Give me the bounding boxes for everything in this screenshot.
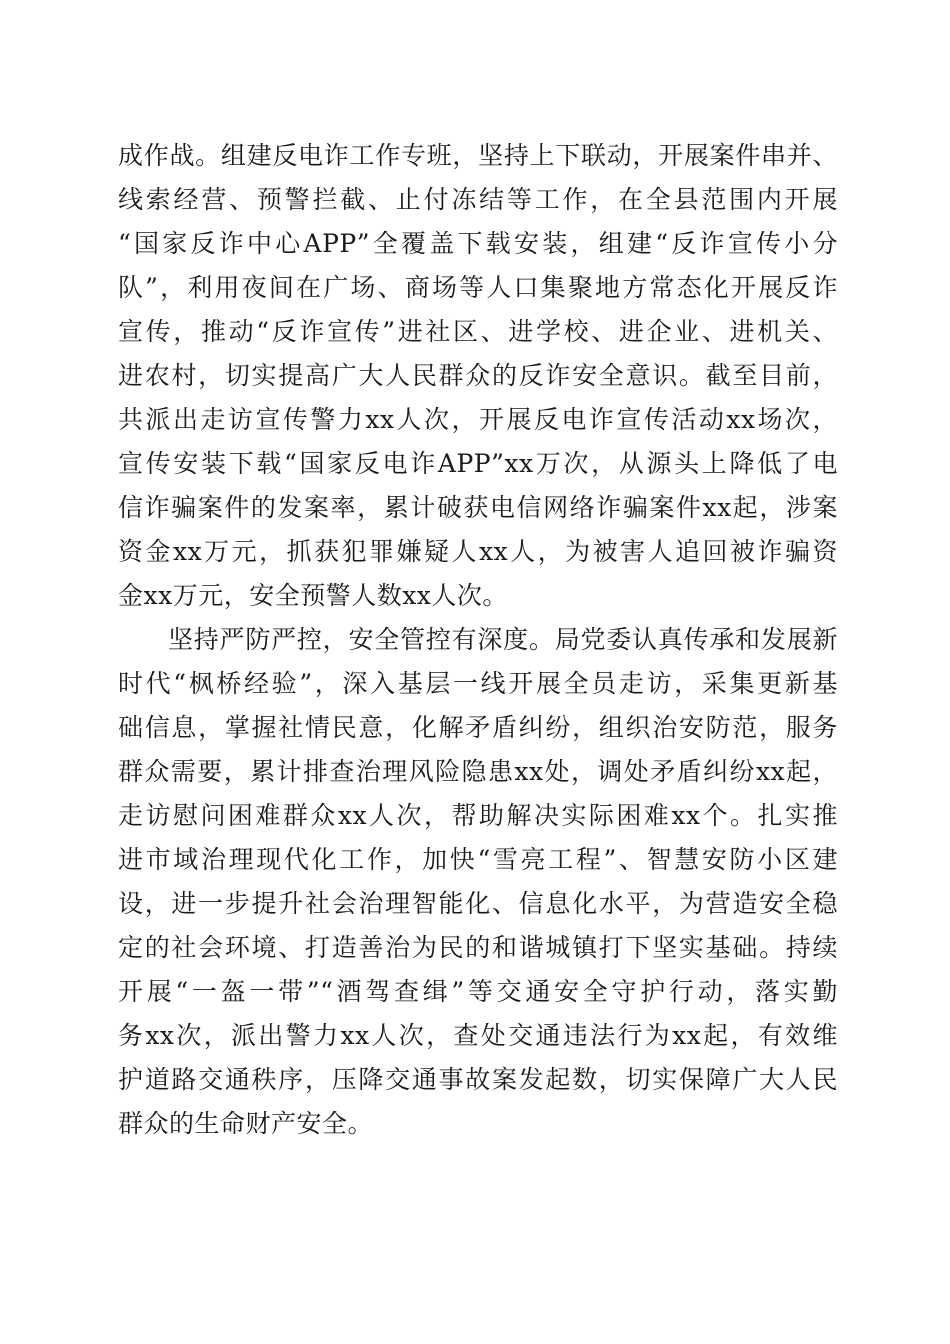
text-line: 坚持严防严控，安全管控有深度。局党委认真传承和发展新 (168, 625, 838, 654)
text-line: 成作战。组建反电诈工作专班，坚持上下联动，开展案件串并、 (118, 141, 838, 170)
text-line: 共派出走访宣传警力xx人次，开展反电诈宣传活动xx场次， (118, 405, 838, 434)
text-line: 开展“一盔一带”“酒驾查缉”等交通安全守护行动，落实勤 (118, 977, 838, 1006)
text-line: 金xx万元，安全预警人数xx人次。 (118, 581, 508, 610)
text-line: 时代“枫桥经验”，深入基层一线开展全员走访，采集更新基 (118, 669, 838, 698)
text-line: 群众需要，累计排查治理风险隐患xx处，调处矛盾纠纷xx起， (118, 757, 838, 786)
document-body (118, 134, 838, 1146)
text-line: 信诈骗案件的发案率，累计破获电信网络诈骗案件xx起，涉案 (118, 493, 838, 522)
paragraph-2 (118, 618, 838, 1146)
text-line: 进农村，切实提高广大人民群众的反诈安全意识。截至目前， (118, 361, 838, 390)
text-line: 进市域治理现代化工作，加快“雪亮工程”、智慧安防小区建 (118, 845, 838, 874)
text-line: 护道路交通秩序，压降交通事故案发起数，切实保障广大人民 (118, 1065, 838, 1094)
paragraph-1 (118, 134, 838, 618)
text-line: 资金xx万元，抓获犯罪嫌疑人xx人，为被害人追回被诈骗资 (118, 537, 838, 566)
text-line: 宣传安装下载“国家反电诈APP”xx万次，从源头上降低了电 (118, 449, 838, 478)
text-line: 定的社会环境、打造善治为民的和谐城镇打下坚实基础。持续 (118, 933, 838, 962)
text-line: 走访慰问困难群众xx人次，帮助解决实际困难xx个。扎实推 (118, 801, 838, 830)
text-line: 础信息，掌握社情民意，化解矛盾纠纷，组织治安防范，服务 (118, 713, 838, 742)
text-line: 宣传，推动“反诈宣传”进社区、进学校、进企业、进机关、 (118, 317, 838, 346)
text-line: 群众的生命财产安全。 (118, 1109, 374, 1138)
text-line: 线索经营、预警拦截、止付冻结等工作，在全县范围内开展 (118, 185, 838, 214)
text-line: 设，进一步提升社会治理智能化、信息化水平，为营造安全稳 (118, 889, 838, 918)
text-line: 队”，利用夜间在广场、商场等人口集聚地方常态化开展反诈 (118, 273, 838, 302)
text-line: “国家反诈中心APP”全覆盖下载安装，组建“反诈宣传小分 (118, 229, 838, 258)
text-line: 务xx次，派出警力xx人次，查处交通违法行为xx起，有效维 (118, 1021, 838, 1050)
